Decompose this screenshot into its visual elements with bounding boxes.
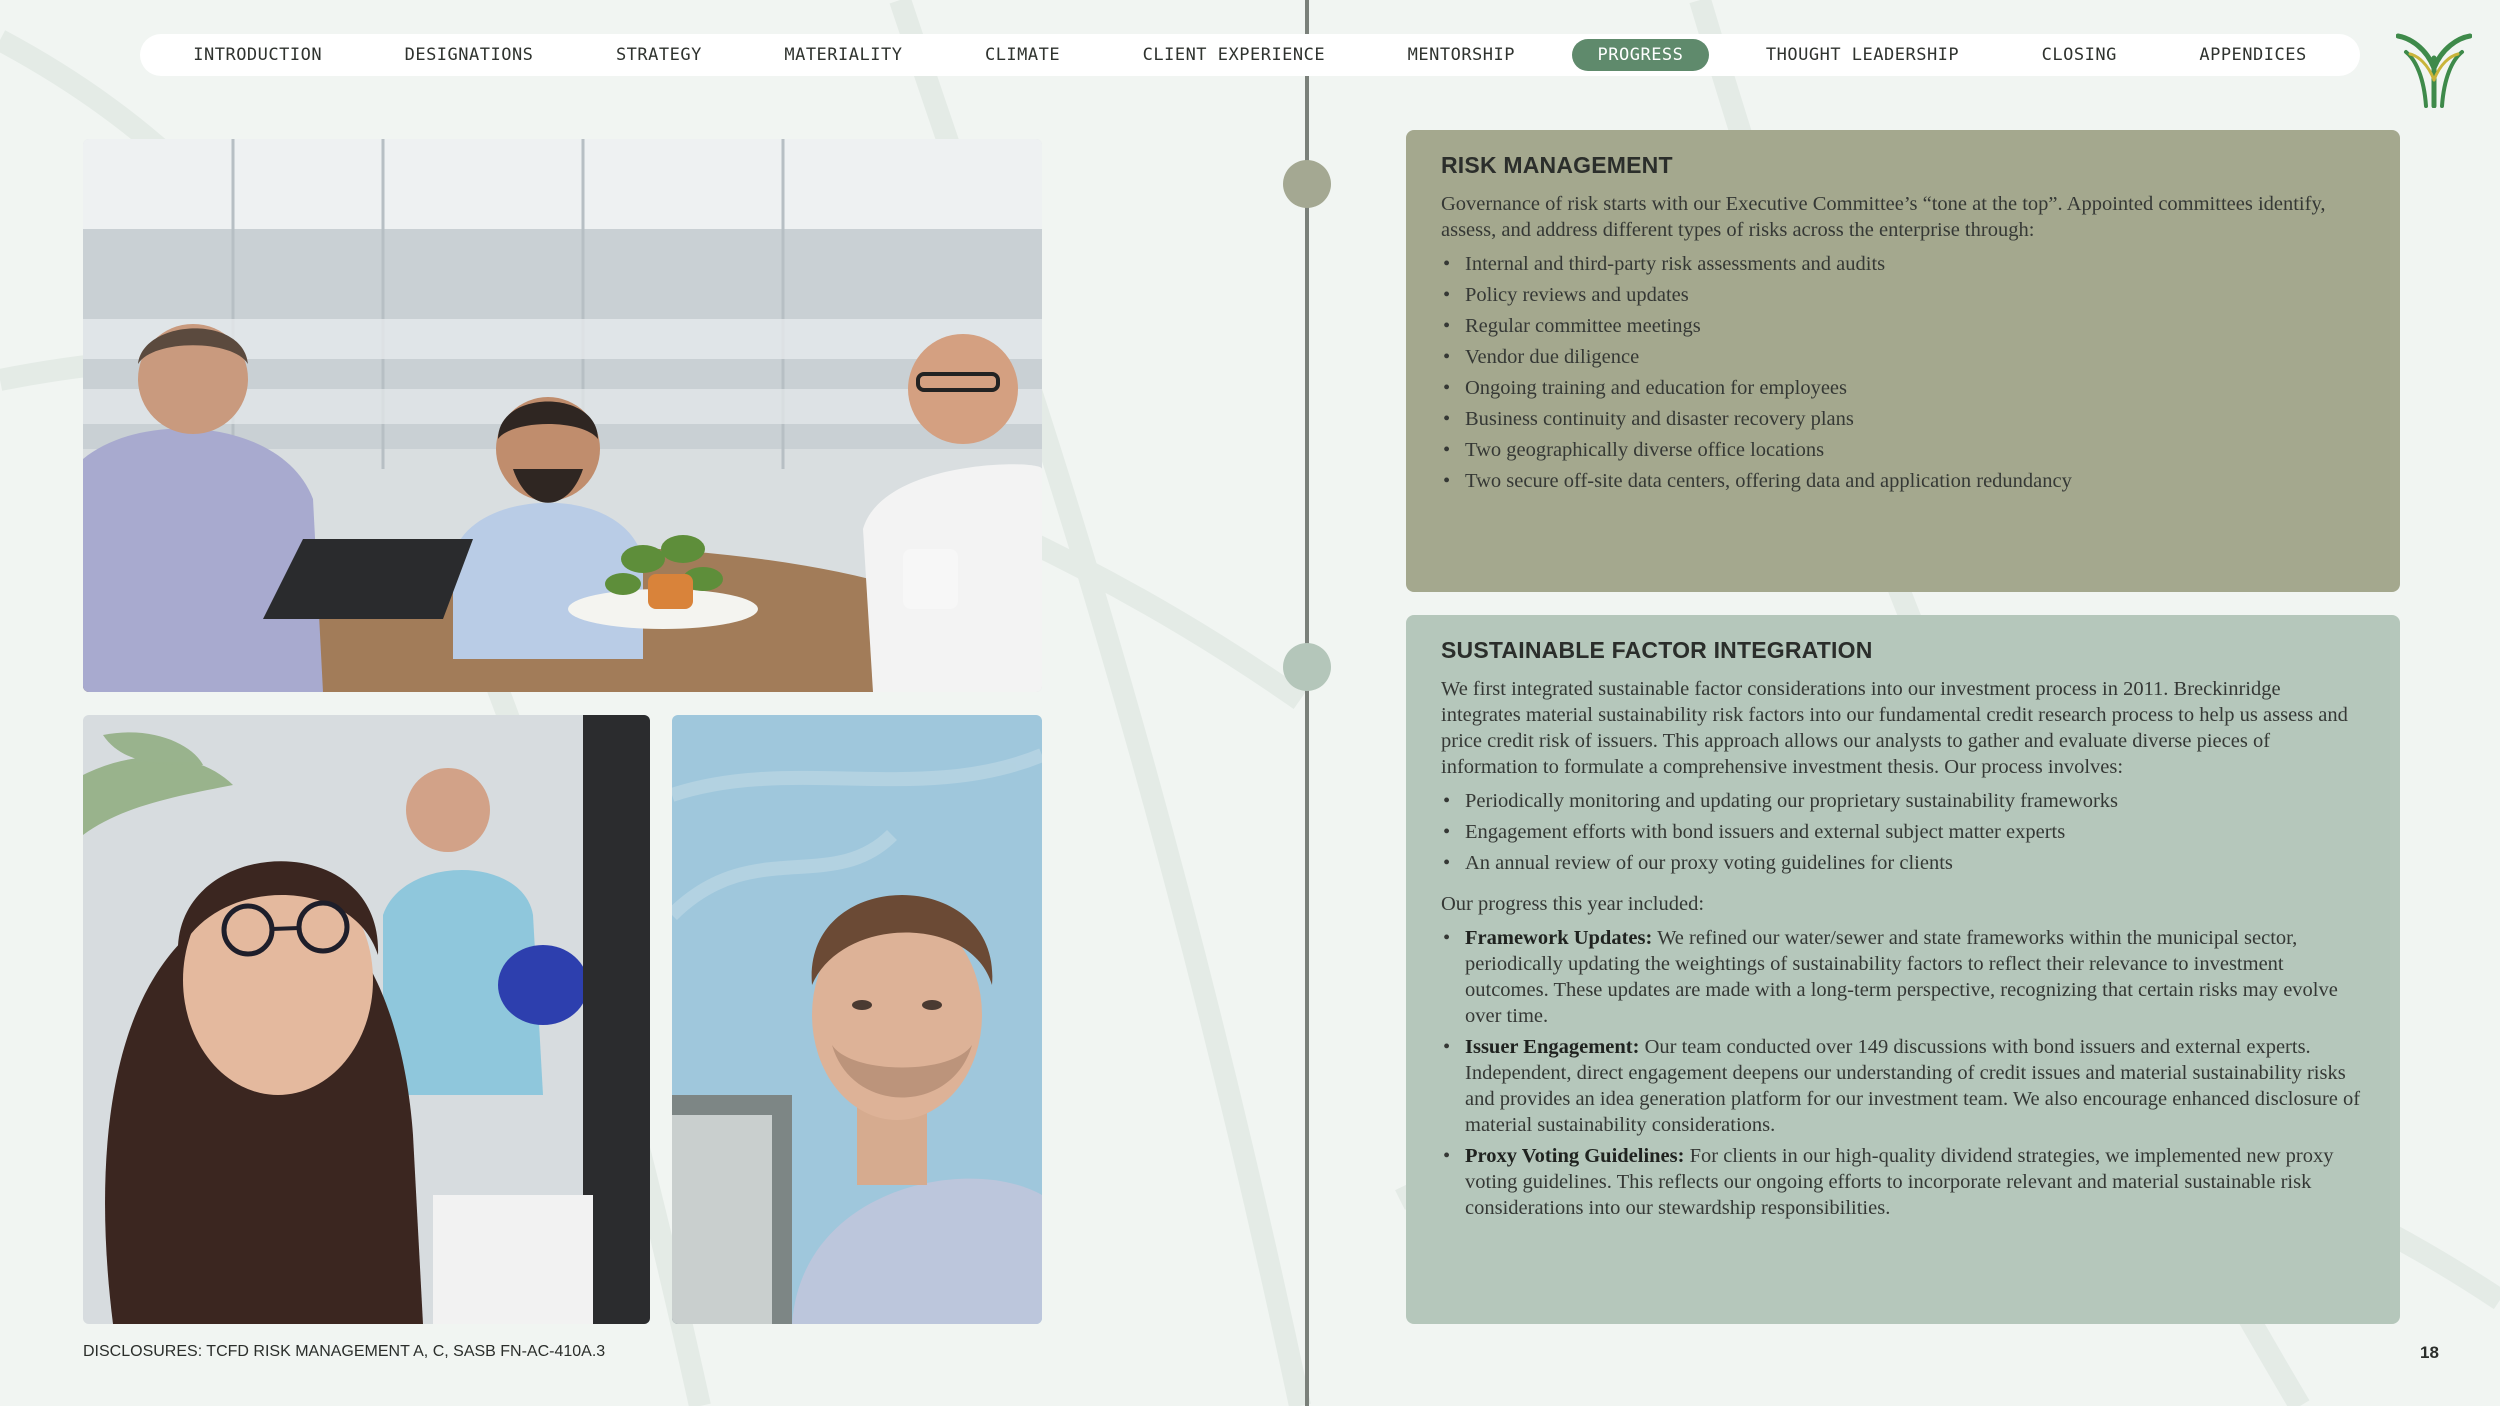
nav-item-mentorship[interactable]: MENTORSHIP xyxy=(1407,45,1515,65)
list-item: • Two geographically diverse office locations xyxy=(1441,437,2365,463)
progress-item-proxy xyxy=(1441,1143,2365,1221)
progress-item-label: Proxy Voting Guidelines: xyxy=(1465,1145,1685,1167)
progress-item-text: Our team conducted over 149 discussions with bond issuers and external experts. Independent, direct engagement deepens our understanding of credit issues and material sustainability risks and provides an idea generation platform for our investment team. We also encourage enhanced disclosure of material sustainability considerations. xyxy=(1465,1036,2361,1136)
process-list xyxy=(1441,788,2365,876)
meeting-photo xyxy=(83,139,1042,692)
man-portrait-photo xyxy=(672,715,1042,1324)
wheat-stalk-logo-icon[interactable] xyxy=(2396,28,2472,108)
list-item: • Periodically monitoring and updating our proprietary sustainability frameworks xyxy=(1441,788,2365,814)
nav-item-designations[interactable]: DESIGNATIONS xyxy=(404,45,534,65)
nav-item-strategy[interactable]: STRATEGY xyxy=(615,45,702,65)
risk-management-panel xyxy=(1406,130,2400,592)
list-item: • An annual review of our proxy voting guidelines for clients xyxy=(1441,850,2365,876)
list-item: • Vendor due diligence xyxy=(1441,344,2365,370)
list-item: • Two secure off-site data centers, offering data and application redundancy xyxy=(1441,468,2365,494)
risk-management-title: RISK MANAGEMENT xyxy=(1441,152,1673,178)
list-item: • Ongoing training and education for employees xyxy=(1441,375,2365,401)
sustainable-factor-intro: We first integrated sustainable factor considerations into our investment process in 2011. Breckinridge integrates material sustainability risk factors into our fundamental credit research process to help us assess and price credit risk of issuers. This approach allows our analysts to gather and evaluate diverse pieces of information to formulate a comprehensive investment thesis. Our process involves: xyxy=(1441,678,2348,778)
progress-list xyxy=(1441,925,2365,1221)
nav-item-closing[interactable]: CLOSING xyxy=(2041,45,2117,65)
progress-item-label: Framework Updates: xyxy=(1465,927,1653,949)
sustainable-factor-title: SUSTAINABLE FACTOR INTEGRATION xyxy=(1441,637,1873,663)
list-item: • Regular committee meetings xyxy=(1441,313,2365,339)
progress-intro: Our progress this year included: xyxy=(1441,893,1705,915)
list-item: • Engagement efforts with bond issuers and external subject matter experts xyxy=(1441,819,2365,845)
nav-item-thought-leadership[interactable]: THOUGHT LEADERSHIP xyxy=(1765,45,1960,65)
list-item: • Policy reviews and updates xyxy=(1441,282,2365,308)
nav-item-appendices[interactable]: APPENDICES xyxy=(2199,45,2307,65)
list-item: • Business continuity and disaster recovery plans xyxy=(1441,406,2365,432)
timeline-dot-sfi xyxy=(1283,643,1331,691)
progress-item-framework xyxy=(1441,925,2365,1029)
nav-item-climate[interactable]: CLIMATE xyxy=(984,45,1061,65)
timeline-line xyxy=(1305,0,1309,1406)
section-nav xyxy=(140,34,2360,76)
nav-item-materiality[interactable]: MATERIALITY xyxy=(784,45,903,65)
page-number: 18 xyxy=(2420,1343,2439,1362)
risk-management-intro: Governance of risk starts with our Executive Committee’s “tone at the top”. Appointed committees identify, assess, and address different types of risks across the enterprise through: xyxy=(1441,193,2326,241)
disclosures-note: DISCLOSURES: TCFD RISK MANAGEMENT A, C, SASB FN-AC-410A.3 xyxy=(83,1343,606,1360)
list-item: • Internal and third-party risk assessments and audits xyxy=(1441,251,2365,277)
progress-item-text: For clients in our high-quality dividend strategies, we implemented new proxy voting guidelines. This reflects our ongoing efforts to incorporate relevant and material sustainable risk considerations into our stewardship responsibilities. xyxy=(1465,1145,2334,1219)
progress-item-label: Issuer Engagement: xyxy=(1465,1036,1640,1058)
woman-at-computer-photo xyxy=(83,715,650,1324)
progress-item-text: We refined our water/sewer and state frameworks within the municipal sector, periodically updating the weightings of sustainability factors to reflect their relevance to investment outcomes. These updates are made with a long-term perspective, recognizing that certain risks may evolve over time. xyxy=(1465,927,2338,1027)
progress-item-engagement xyxy=(1441,1034,2365,1138)
nav-item-introduction[interactable]: INTRODUCTION xyxy=(193,45,323,65)
nav-item-client-experience[interactable]: CLIENT EXPERIENCE xyxy=(1142,45,1326,65)
nav-item-progress[interactable]: PROGRESS xyxy=(1572,39,1710,71)
timeline-dot-risk xyxy=(1283,160,1331,208)
sustainable-factor-panel xyxy=(1406,615,2400,1324)
risk-management-list xyxy=(1441,251,2365,494)
